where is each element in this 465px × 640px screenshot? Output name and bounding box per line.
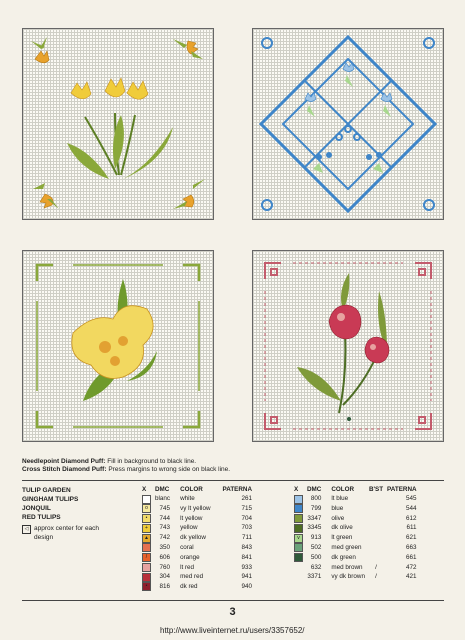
- color-swatch: •: [142, 582, 151, 591]
- red-tulips-chart: [253, 251, 443, 441]
- color-name: blue: [331, 504, 344, 512]
- paterna-number: 703: [241, 524, 253, 532]
- color-name: dk red: [180, 583, 198, 591]
- design-title: JONQUIL: [22, 505, 51, 512]
- key-row: [292, 553, 419, 563]
- color-name: dk green: [331, 553, 356, 561]
- color-swatch: [294, 495, 303, 504]
- key-row: [140, 553, 254, 563]
- dmc-number: 350: [159, 544, 171, 551]
- paterna-number: 704: [241, 514, 253, 522]
- color-swatch: +: [142, 524, 151, 533]
- key-row: [292, 495, 419, 505]
- paterna-number: 940: [241, 583, 253, 591]
- key-row: [140, 543, 254, 553]
- dmc-number: 913: [310, 534, 322, 542]
- pattern-jonquil: [22, 250, 214, 442]
- paterna-number: 621: [406, 534, 417, 542]
- design-title: TULIP GARDEN: [22, 487, 71, 494]
- color-swatch: ▲: [142, 534, 151, 543]
- color-swatch: [142, 543, 151, 552]
- center-arrow-icon: ◁: [22, 525, 31, 534]
- dmc-number: 760: [159, 563, 171, 571]
- color-name: lt blue: [331, 495, 349, 503]
- key-symbol: [292, 524, 305, 534]
- watermark-url: http://www.liveinternet.ru/users/3357652/: [160, 626, 305, 635]
- color-swatch: [294, 504, 303, 513]
- color-name: vy dk brown: [331, 573, 365, 581]
- color-swatch: /: [142, 553, 151, 562]
- color-swatch: [294, 553, 303, 562]
- color-name: med brown: [331, 563, 363, 571]
- key-symbol: [292, 573, 305, 583]
- dmc-number: 304: [159, 573, 171, 581]
- pattern-gingham-tulips: [252, 28, 444, 220]
- key-row: [140, 573, 254, 583]
- paterna-number: 715: [241, 504, 253, 512]
- key-symbol: [292, 534, 305, 544]
- finishing-notes: [22, 458, 230, 474]
- key-row: [292, 504, 419, 514]
- paterna-number: 472: [406, 563, 417, 571]
- color-name: orange: [180, 553, 200, 561]
- paterna-number: 545: [406, 495, 417, 503]
- color-swatch: o: [142, 504, 151, 513]
- color-name: coral: [180, 544, 194, 551]
- color-name: med red: [180, 573, 204, 581]
- center-note: ◁ approx center for each design: [22, 524, 107, 542]
- color-swatch: [142, 495, 151, 504]
- color-name: yellow: [180, 524, 198, 532]
- paterna-number: 261: [241, 495, 253, 503]
- key-row: [292, 563, 419, 573]
- dmc-number: 3371: [307, 573, 322, 581]
- key-row: [140, 563, 254, 573]
- dmc-number: 500: [310, 553, 322, 561]
- dmc-number: 3345: [307, 524, 322, 532]
- color-name: lt yellow: [180, 514, 203, 522]
- backstitch-mark: [367, 543, 385, 553]
- dmc-number: 606: [159, 553, 171, 561]
- dmc-number: 742: [159, 534, 171, 542]
- paterna-number: 843: [241, 544, 253, 551]
- color-swatch: •: [142, 514, 151, 523]
- key-symbol: [140, 495, 153, 505]
- key-symbol: [140, 534, 153, 544]
- divider-bottom: [22, 600, 444, 601]
- key-symbol: [140, 563, 153, 573]
- paterna-number: 941: [241, 573, 253, 581]
- dmc-number: 3347: [307, 514, 322, 522]
- key-header: X DMC COLOR PATERNA: [142, 486, 253, 493]
- key-symbol: [140, 504, 153, 514]
- key-row: [292, 524, 419, 534]
- tulip-garden-chart: [23, 29, 213, 219]
- divider-top: [22, 480, 444, 481]
- key-symbol: [140, 582, 153, 592]
- key-symbol: [140, 543, 153, 553]
- backstitch-mark: [367, 524, 385, 534]
- key-row: [140, 524, 254, 534]
- key-row: [140, 495, 254, 505]
- dmc-number: 502: [310, 544, 322, 551]
- color-swatch: [142, 563, 151, 572]
- page-number: 3: [229, 606, 236, 618]
- color-swatch: [294, 543, 303, 552]
- paterna-number: 661: [406, 553, 417, 561]
- key-symbol: [292, 514, 305, 524]
- color-name: white: [180, 495, 195, 503]
- paterna-number: 611: [406, 524, 417, 532]
- paterna-number: 933: [241, 563, 253, 571]
- color-swatch: [142, 573, 151, 582]
- pattern-red-tulips: [252, 250, 444, 442]
- backstitch-mark: /: [375, 563, 377, 571]
- paterna-number: 711: [241, 534, 253, 542]
- color-key-left: [140, 486, 254, 592]
- key-row: [292, 534, 419, 544]
- backstitch-mark: [367, 553, 385, 563]
- color-name: vy lt yellow: [180, 504, 211, 512]
- dmc-number: 745: [159, 504, 171, 512]
- dmc-number: 816: [159, 583, 171, 591]
- paterna-number: 612: [406, 514, 417, 522]
- paterna-number: 421: [406, 573, 417, 581]
- color-name: lt green: [331, 534, 353, 542]
- key-row: [140, 504, 254, 514]
- color-name: lt red: [180, 563, 195, 571]
- key-symbol: [292, 504, 305, 514]
- backstitch-mark: [367, 495, 385, 505]
- color-name: dk olive: [331, 524, 353, 532]
- key-symbol: [140, 573, 153, 583]
- dmc-number: 632: [310, 563, 322, 571]
- backstitch-mark: /: [375, 573, 377, 581]
- color-key-right: [292, 486, 419, 582]
- color-name: dk yellow: [180, 534, 206, 542]
- design-title: GINGHAM TULIPS: [22, 496, 79, 503]
- dmc-number: 800: [310, 495, 322, 503]
- key-symbol: [292, 495, 305, 505]
- key-row: [292, 514, 419, 524]
- color-name: olive: [331, 514, 345, 522]
- backstitch-mark: [367, 534, 385, 544]
- color-swatch: [294, 524, 303, 533]
- key-symbol: [292, 553, 305, 563]
- key-row: [140, 534, 254, 544]
- crossstitch-note: Cross Stitch Diamond Puff: Press margins to wrong side on black line.: [22, 466, 231, 473]
- color-name: med green: [331, 544, 362, 551]
- dmc-number: blanc: [155, 495, 171, 503]
- dmc-number: 744: [159, 514, 171, 522]
- key-symbol: [140, 553, 153, 563]
- key-header: X DMC COLOR B'ST PATERNA: [294, 486, 417, 493]
- design-list: [22, 486, 107, 542]
- color-swatch: v: [294, 534, 303, 543]
- gingham-tulips-chart: [253, 29, 443, 219]
- pattern-tulip-garden: [22, 28, 214, 220]
- key-row: [292, 543, 419, 553]
- key-symbol: [140, 524, 153, 534]
- dmc-number: 743: [159, 524, 171, 532]
- key-row: [140, 514, 254, 524]
- paterna-number: 663: [406, 544, 417, 551]
- key-row: [292, 573, 419, 583]
- design-title: RED TULIPS: [22, 514, 61, 521]
- jonquil-chart: [23, 251, 213, 441]
- paterna-number: 841: [241, 553, 253, 561]
- paterna-number: 544: [406, 504, 417, 512]
- color-swatch: [294, 514, 303, 523]
- needlepoint-note: Needlepoint Diamond Puff: Fill in background to black line.: [22, 458, 197, 465]
- key-symbol: [292, 543, 305, 553]
- backstitch-mark: [367, 514, 385, 524]
- dmc-number: 799: [310, 504, 322, 512]
- key-row: [140, 582, 254, 592]
- key-symbol: [140, 514, 153, 524]
- key-symbol: [292, 563, 305, 573]
- backstitch-mark: [367, 504, 385, 514]
